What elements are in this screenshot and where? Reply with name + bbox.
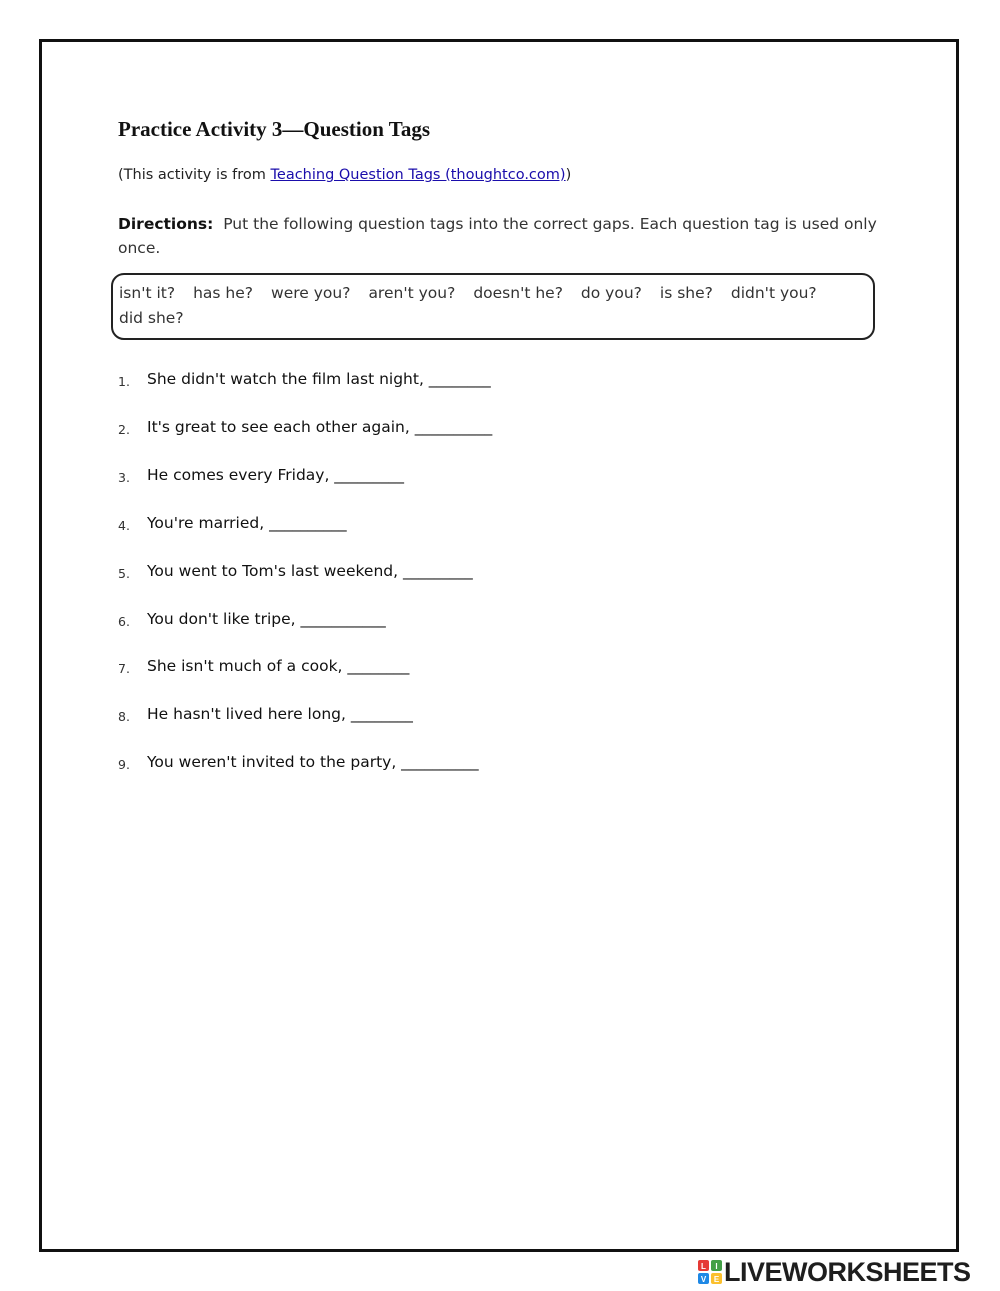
source-link[interactable]: Teaching Question Tags (thoughtco.com) — [270, 167, 566, 183]
question-number: 5. — [118, 566, 130, 581]
question-number: 8. — [118, 709, 130, 724]
question-number: 9. — [118, 757, 130, 772]
source-line — [118, 167, 571, 183]
svg-text:E: E — [713, 1275, 720, 1284]
word-bank-tag: were you? — [271, 284, 351, 302]
word-bank — [111, 273, 875, 340]
directions-text: Put the following question tags into the correct gaps. Each question tag is used only once. — [118, 215, 877, 257]
word-bank-tag: did she? — [119, 309, 184, 327]
svg-text:I: I — [715, 1262, 718, 1271]
question-text: You're married, __________ — [147, 514, 347, 532]
word-bank-tag: do you? — [580, 284, 642, 302]
liveworksheets-brand — [698, 1257, 994, 1285]
word-bank-line-2 — [119, 309, 184, 327]
question-text: He hasn't lived here long, ________ — [147, 705, 413, 723]
question-number: 3. — [118, 470, 130, 485]
word-bank-tag: isn't it? — [119, 284, 176, 302]
word-bank-tag: aren't you? — [368, 284, 456, 302]
source-suffix: ) — [565, 167, 572, 183]
question-text: You went to Tom's last weekend, _________ — [147, 562, 473, 580]
question-text: She isn't much of a cook, ________ — [147, 657, 410, 675]
question-text: You don't like tripe, ___________ — [147, 610, 386, 628]
question-text: She didn't watch the film last night, ________ — [147, 370, 491, 388]
question-number: 7. — [118, 661, 130, 676]
question-text: It's great to see each other again, __________ — [147, 418, 493, 436]
question-number: 2. — [118, 422, 130, 437]
worksheet-title: Practice Activity 3—Question Tags — [118, 117, 431, 141]
word-bank-tag: has he? — [193, 284, 254, 302]
liveworksheets-wordmark: LIVEWORKSHEETS — [724, 1257, 971, 1287]
source-prefix: (This activity is from — [118, 167, 271, 183]
word-bank-tag: didn't you? — [730, 284, 817, 302]
svg-text:L: L — [701, 1262, 706, 1271]
word-bank-tag: doesn't he? — [473, 284, 563, 302]
liveworksheets-logo-icon — [698, 1260, 722, 1284]
question-number: 1. — [118, 374, 130, 389]
word-bank-tag: is she? — [659, 284, 713, 302]
directions — [118, 212, 888, 260]
question-text: He comes every Friday, _________ — [147, 466, 405, 484]
directions-label: Directions: — [118, 215, 214, 233]
question-number: 4. — [118, 518, 130, 533]
word-bank-line-1 — [119, 284, 817, 302]
svg-text:V: V — [700, 1275, 707, 1284]
question-text: You weren't invited to the party, __________ — [147, 753, 479, 771]
question-number: 6. — [118, 614, 130, 629]
